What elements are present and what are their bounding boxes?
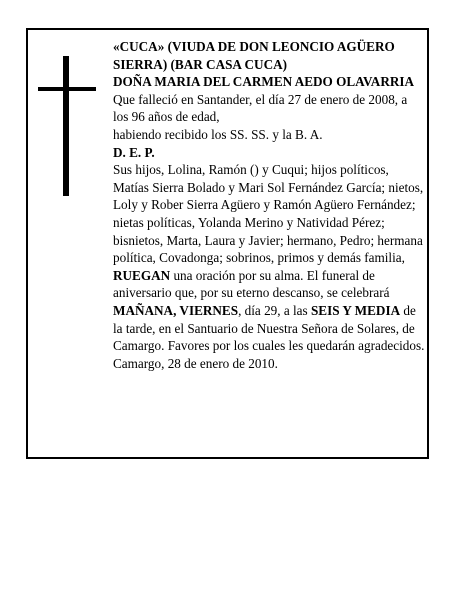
time-text: SEIS Y MEDIA [310, 302, 401, 318]
location-text: de la tarde, en el Santuario de Nuestra Señora de Solares, de Camargo. Favores por los cuales les quedarán agradecidos. [113, 302, 425, 354]
ruegan-rest: una oración por su alma. El funeral de aniversario que, por su eterno descanso, se celebrará [113, 267, 390, 301]
cross-icon [38, 56, 96, 196]
family-paragraph: Sus hijos, Lolina, Ramón () y Cuqui; hijos políticos, Matías Sierra Bolado y Mari Sol Fernández García; nietos, Loly y Rober Sierra Agüero y Ramón Agüero Fernández; nietas políticas, Yolanda Merino y Natividad Pérez; bisnietos, Marta, Laura y Javier; hermano, Pedro; hermana política, Covadonga; sobrinos, primos y demás familia, [113, 162, 424, 266]
day-rest: , día 29, a las [238, 302, 311, 318]
sacraments-line: habiendo recibido los SS. SS. y la B. A. [113, 126, 323, 142]
funeral-paragraph [113, 267, 425, 355]
death-notice: Que falleció en Santander, el día 27 de enero de 2008, a los 96 años de edad, [113, 91, 408, 125]
rip-line: D. E. P. [113, 144, 155, 160]
ruegan-text: RUEGAN [113, 267, 171, 283]
day-text: MAÑANA, VIERNES [113, 302, 239, 318]
header-line: «CUCA» (VIUDA DE DON LEONCIO AGÜERO SIERRA) (BAR CASA CUCA) [113, 39, 395, 72]
obituary-text [113, 38, 425, 372]
signoff: Camargo, 28 de enero de 2010. [113, 355, 278, 371]
deceased-name: DOÑA MARIA DEL CARMEN AEDO OLAVARRIA [113, 74, 415, 90]
